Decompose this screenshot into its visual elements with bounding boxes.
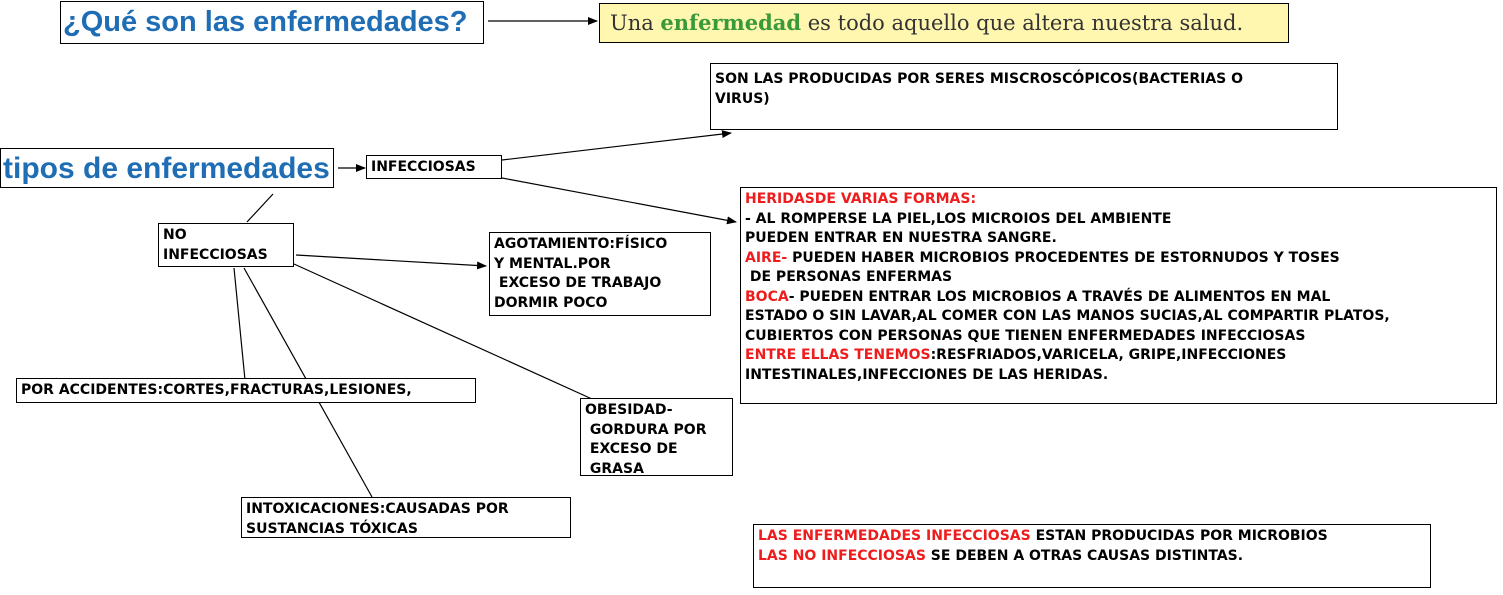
definition-after: es todo aquello que altera nuestra salud. (801, 11, 1244, 35)
definition-highlight: enfermedad (660, 10, 802, 35)
examples-label: ENTRE ELLAS TENEMOS (745, 347, 931, 363)
examples-text: :RESFRIADOS,VARICELA, GRIPE,INFECCIONES INTESTINALES,INFECCIONES DE LAS HERIDAS. (745, 347, 1287, 383)
question-title-box (60, 1, 484, 44)
types-title: tipos de enfermedades (3, 152, 330, 185)
types-title-box (0, 148, 334, 188)
summary-no-infecciosas-text: SE DEBEN A OTRAS CAUSAS DISTINTAS. (925, 547, 1244, 564)
accidentes-box: POR ACCIDENTES:CORTES,FRACTURAS,LESIONES, (16, 378, 476, 403)
infecciosas-cause-box: SON LAS PRODUCIDAS POR SERES MISCROSCÓPICOS(BACTERIAS O VIRUS) (710, 63, 1338, 130)
arrow-noinfecciosas-agotamiento (296, 255, 486, 266)
agotamiento-box: AGOTAMIENTO:FÍSICO Y MENTAL.POR EXCESO DE TRABAJO DORMIR POCO (489, 232, 711, 316)
summary-box (753, 524, 1431, 588)
arrow-infecciosas-cause (502, 133, 731, 160)
arrow-infecciosas-routes (502, 178, 736, 222)
question-title: ¿Qué son las enfermedades? (63, 6, 468, 38)
route-aire-text: PUEDEN HABER MICROBIOS PROCEDENTES DE ESTORNUDOS Y TOSES DE PERSONAS ENFERMAS (749, 249, 1340, 285)
line-noinfecciosas-accidentes (234, 268, 245, 380)
route-boca-text: - PUEDEN ENTRAR LOS MICROBIOS A TRAVÉS DE ALIMENTOS EN MAL ESTADO O SIN LAVAR,AL COMER CON LAS MANOS SUCIAS,AL COMPARTIR PLATOS, CUBIERTOS CON PERSONAS QUE TIENEN ENFERMEDADES INFECCIOSAS (745, 288, 1390, 344)
route-aire-label: AIRE- (745, 249, 788, 266)
route-heridas-label: HERIDASDE VARIAS FORMAS: (745, 191, 977, 207)
no-infecciosas-box: NO INFECCIOSAS (158, 223, 294, 267)
summary-infecciosas-text: ESTAN PRODUCIDAS POR MICROBIOS (1030, 528, 1328, 544)
definition-box (599, 3, 1289, 43)
summary-infecciosas-label: LAS ENFERMEDADES INFECCIOSAS (758, 528, 1031, 544)
intoxicaciones-box: INTOXICACIONES:CAUSADAS POR SUSTANCIAS TÓXICAS (241, 497, 571, 538)
route-piel-text: - AL ROMPERSE LA PIEL,LOS MICROIOS DEL AMBIENTE PUEDEN ENTRAR EN NUESTRA SANGRE. (745, 210, 1172, 246)
obesidad-box: OBESIDAD- GORDURA POR EXCESO DE GRASA (580, 398, 733, 476)
summary-no-infecciosas-label: LAS NO INFECCIOSAS (758, 547, 926, 564)
route-boca-label: BOCA (745, 288, 789, 305)
infecciosas-routes-box (740, 187, 1497, 404)
line-types-noinfecciosas (247, 194, 273, 222)
definition-before: Una (610, 11, 661, 35)
infecciosas-box: INFECCIOSAS (366, 155, 502, 179)
